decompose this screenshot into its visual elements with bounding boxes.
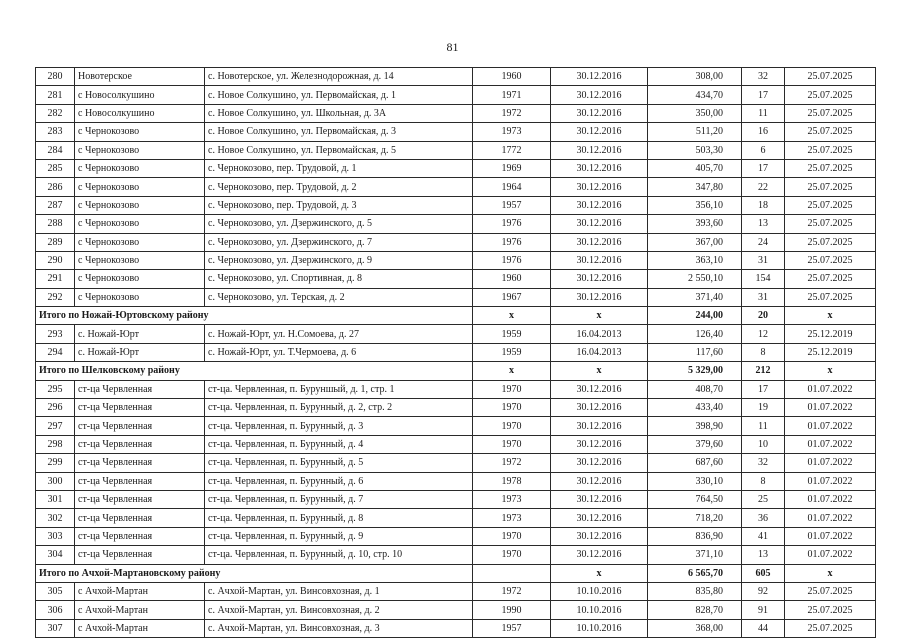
date-cell: 30.12.2016 — [551, 490, 648, 508]
deadline-cell: 01.07.2022 — [785, 509, 876, 527]
row-number-cell: 297 — [36, 417, 75, 435]
date-cell: 30.12.2016 — [551, 270, 648, 288]
total-year-cell: x — [473, 307, 551, 325]
total-deadline-cell: x — [785, 307, 876, 325]
year-cell: 1959 — [473, 343, 551, 361]
settlement-cell: ст-ца Червленная — [75, 435, 205, 453]
date-cell: 30.12.2016 — [551, 435, 648, 453]
date-cell: 30.12.2016 — [551, 546, 648, 564]
residents-count-cell: 17 — [742, 380, 785, 398]
residents-count-cell: 13 — [742, 215, 785, 233]
row-number-cell: 300 — [36, 472, 75, 490]
deadline-cell: 25.07.2025 — [785, 68, 876, 86]
total-area-cell: 5 329,00 — [648, 362, 742, 380]
settlement-cell: Новотерское — [75, 68, 205, 86]
settlement-cell: ст-ца Червленная — [75, 509, 205, 527]
date-cell: 30.12.2016 — [551, 86, 648, 104]
address-cell: ст-ца. Червленная, п. Бурунный, д. 7 — [205, 490, 473, 508]
area-cell: 835,80 — [648, 582, 742, 600]
table-row — [36, 527, 876, 545]
area-cell: 434,70 — [648, 86, 742, 104]
registry-table — [35, 67, 876, 638]
date-cell: 30.12.2016 — [551, 196, 648, 214]
row-number-cell: 288 — [36, 215, 75, 233]
row-number-cell: 281 — [36, 86, 75, 104]
total-deadline-cell: x — [785, 362, 876, 380]
residents-count-cell: 6 — [742, 141, 785, 159]
address-cell: с. Новое Солкушино, ул. Первомайская, д. 1 — [205, 86, 473, 104]
address-cell: с. Ножай-Юрт, ул. Н.Сомоева, д. 27 — [205, 325, 473, 343]
deadline-cell: 25.07.2025 — [785, 159, 876, 177]
residents-count-cell: 22 — [742, 178, 785, 196]
deadline-cell: 01.07.2022 — [785, 454, 876, 472]
row-number-cell: 287 — [36, 196, 75, 214]
year-cell: 1990 — [473, 601, 551, 619]
deadline-cell: 01.07.2022 — [785, 546, 876, 564]
area-cell: 117,60 — [648, 343, 742, 361]
year-cell: 1970 — [473, 435, 551, 453]
year-cell: 1970 — [473, 546, 551, 564]
year-cell: 1973 — [473, 123, 551, 141]
settlement-cell: с Чернокозово — [75, 215, 205, 233]
row-number-cell: 294 — [36, 343, 75, 361]
row-number-cell: 289 — [36, 233, 75, 251]
area-cell: 330,10 — [648, 472, 742, 490]
date-cell: 10.10.2016 — [551, 582, 648, 600]
year-cell: 1972 — [473, 582, 551, 600]
area-cell: 371,10 — [648, 546, 742, 564]
table-row — [36, 270, 876, 288]
table-row — [36, 68, 876, 86]
year-cell: 1969 — [473, 159, 551, 177]
deadline-cell: 25.07.2025 — [785, 601, 876, 619]
deadline-cell: 25.07.2025 — [785, 288, 876, 306]
row-number-cell: 299 — [36, 454, 75, 472]
row-number-cell: 283 — [36, 123, 75, 141]
date-cell: 30.12.2016 — [551, 159, 648, 177]
deadline-cell: 25.07.2025 — [785, 270, 876, 288]
table-row — [36, 251, 876, 269]
area-cell: 511,20 — [648, 123, 742, 141]
table-row — [36, 582, 876, 600]
address-cell: с. Чернокозово, ул. Дзержинского, д. 5 — [205, 215, 473, 233]
total-date-cell: x — [551, 362, 648, 380]
year-cell: 1957 — [473, 619, 551, 637]
date-cell: 30.12.2016 — [551, 178, 648, 196]
year-cell: 1960 — [473, 68, 551, 86]
residents-count-cell: 17 — [742, 159, 785, 177]
row-number-cell: 301 — [36, 490, 75, 508]
date-cell: 30.12.2016 — [551, 527, 648, 545]
table-row — [36, 159, 876, 177]
page-number: 81 — [446, 40, 459, 54]
row-number-cell: 307 — [36, 619, 75, 637]
registry-rows — [36, 68, 876, 638]
settlement-cell: ст-ца Червленная — [75, 527, 205, 545]
area-cell: 308,00 — [648, 68, 742, 86]
address-cell: с. Чернокозово, пер. Трудовой, д. 3 — [205, 196, 473, 214]
year-cell: 1964 — [473, 178, 551, 196]
deadline-cell: 25.07.2025 — [785, 86, 876, 104]
deadline-cell: 01.07.2022 — [785, 472, 876, 490]
settlement-cell: ст-ца Червленная — [75, 399, 205, 417]
address-cell: с. Ачхой-Мартан, ул. Винсовхозная, д. 2 — [205, 601, 473, 619]
table-row — [36, 435, 876, 453]
district-total-row — [36, 362, 876, 380]
area-cell: 379,60 — [648, 435, 742, 453]
settlement-cell: с Новосолкушино — [75, 104, 205, 122]
year-cell: 1959 — [473, 325, 551, 343]
settlement-cell: ст-ца Червленная — [75, 490, 205, 508]
year-cell: 1976 — [473, 215, 551, 233]
residents-count-cell: 154 — [742, 270, 785, 288]
year-cell: 1976 — [473, 233, 551, 251]
date-cell: 30.12.2016 — [551, 472, 648, 490]
residents-count-cell: 32 — [742, 68, 785, 86]
table-row — [36, 417, 876, 435]
row-number-cell: 291 — [36, 270, 75, 288]
residents-count-cell: 36 — [742, 509, 785, 527]
deadline-cell: 25.07.2025 — [785, 619, 876, 637]
year-cell: 1970 — [473, 399, 551, 417]
deadline-cell: 01.07.2022 — [785, 527, 876, 545]
residents-count-cell: 11 — [742, 417, 785, 435]
table-row — [36, 141, 876, 159]
address-cell: с. Новое Солкушино, ул. Первомайская, д. 5 — [205, 141, 473, 159]
address-cell: с. Чернокозово, ул. Дзержинского, д. 7 — [205, 233, 473, 251]
address-cell: с. Новотерское, ул. Железнодорожная, д. 14 — [205, 68, 473, 86]
date-cell: 30.12.2016 — [551, 141, 648, 159]
area-cell: 350,00 — [648, 104, 742, 122]
settlement-cell: ст-ца Червленная — [75, 380, 205, 398]
area-cell: 2 550,10 — [648, 270, 742, 288]
deadline-cell: 25.07.2025 — [785, 251, 876, 269]
address-cell: с. Чернокозово, пер. Трудовой, д. 2 — [205, 178, 473, 196]
address-cell: с. Чернокозово, пер. Трудовой, д. 1 — [205, 159, 473, 177]
total-date-cell: x — [551, 564, 648, 582]
residents-count-cell: 18 — [742, 196, 785, 214]
settlement-cell: с Ачхой-Мартан — [75, 601, 205, 619]
table-row — [36, 104, 876, 122]
residents-count-cell: 92 — [742, 582, 785, 600]
deadline-cell: 25.07.2025 — [785, 104, 876, 122]
residents-count-cell: 12 — [742, 325, 785, 343]
address-cell: с. Чернокозово, ул. Спортивная, д. 8 — [205, 270, 473, 288]
address-cell: ст-ца. Червленная, п. Бурунный, д. 5 — [205, 454, 473, 472]
date-cell: 30.12.2016 — [551, 288, 648, 306]
deadline-cell: 25.07.2025 — [785, 215, 876, 233]
total-date-cell: x — [551, 307, 648, 325]
residents-count-cell: 31 — [742, 251, 785, 269]
row-number-cell: 292 — [36, 288, 75, 306]
deadline-cell: 01.07.2022 — [785, 490, 876, 508]
address-cell: ст-ца. Червленная, п. Бурунный, д. 10, стр. 10 — [205, 546, 473, 564]
table-row — [36, 123, 876, 141]
date-cell: 30.12.2016 — [551, 251, 648, 269]
settlement-cell: ст-ца Червленная — [75, 472, 205, 490]
area-cell: 356,10 — [648, 196, 742, 214]
year-cell: 1971 — [473, 86, 551, 104]
date-cell: 30.12.2016 — [551, 233, 648, 251]
row-number-cell: 302 — [36, 509, 75, 527]
settlement-cell: с Чернокозово — [75, 196, 205, 214]
area-cell: 347,80 — [648, 178, 742, 196]
residents-count-cell: 16 — [742, 123, 785, 141]
year-cell: 1976 — [473, 251, 551, 269]
year-cell: 1967 — [473, 288, 551, 306]
area-cell: 363,10 — [648, 251, 742, 269]
address-cell: ст-ца. Червленная, п. Бурунный, д. 3 — [205, 417, 473, 435]
deadline-cell: 01.07.2022 — [785, 380, 876, 398]
table-row — [36, 343, 876, 361]
total-count-cell: 212 — [742, 362, 785, 380]
year-cell: 1972 — [473, 454, 551, 472]
table-row — [36, 546, 876, 564]
date-cell: 30.12.2016 — [551, 215, 648, 233]
table-row — [36, 619, 876, 637]
row-number-cell: 298 — [36, 435, 75, 453]
row-number-cell: 282 — [36, 104, 75, 122]
deadline-cell: 25.12.2019 — [785, 325, 876, 343]
total-label: Итого по Шелковскому району — [36, 362, 473, 380]
table-row — [36, 380, 876, 398]
settlement-cell: с Чернокозово — [75, 288, 205, 306]
row-number-cell: 293 — [36, 325, 75, 343]
row-number-cell: 295 — [36, 380, 75, 398]
settlement-cell: с. Ножай-Юрт — [75, 325, 205, 343]
date-cell: 30.12.2016 — [551, 380, 648, 398]
address-cell: ст-ца. Червленная, п. Буруншый, д. 1, стр. 1 — [205, 380, 473, 398]
table-row — [36, 399, 876, 417]
residents-count-cell: 13 — [742, 546, 785, 564]
deadline-cell: 01.07.2022 — [785, 435, 876, 453]
residents-count-cell: 91 — [742, 601, 785, 619]
area-cell: 371,40 — [648, 288, 742, 306]
address-cell: с. Ачхой-Мартан, ул. Винсовхозная, д. 1 — [205, 582, 473, 600]
deadline-cell: 25.12.2019 — [785, 343, 876, 361]
address-cell: ст-ца. Червленная, п. Бурунный, д. 4 — [205, 435, 473, 453]
row-number-cell: 284 — [36, 141, 75, 159]
deadline-cell: 25.07.2025 — [785, 582, 876, 600]
row-number-cell: 303 — [36, 527, 75, 545]
total-count-cell: 605 — [742, 564, 785, 582]
area-cell: 764,50 — [648, 490, 742, 508]
address-cell: с. Чернокозово, ул. Дзержинского, д. 9 — [205, 251, 473, 269]
date-cell: 16.04.2013 — [551, 325, 648, 343]
date-cell: 30.12.2016 — [551, 399, 648, 417]
settlement-cell: с Ачхой-Мартан — [75, 582, 205, 600]
address-cell: ст-ца. Червленная, п. Бурунный, д. 2, стр. 2 — [205, 399, 473, 417]
date-cell: 30.12.2016 — [551, 123, 648, 141]
total-label: Итого по Ножай-Юртовскому району — [36, 307, 473, 325]
row-number-cell: 306 — [36, 601, 75, 619]
table-row — [36, 288, 876, 306]
settlement-cell: с Ачхой-Мартан — [75, 619, 205, 637]
settlement-cell: с Чернокозово — [75, 178, 205, 196]
year-cell: 1957 — [473, 196, 551, 214]
area-cell: 503,30 — [648, 141, 742, 159]
table-row — [36, 472, 876, 490]
residents-count-cell: 19 — [742, 399, 785, 417]
residents-count-cell: 8 — [742, 472, 785, 490]
row-number-cell: 285 — [36, 159, 75, 177]
deadline-cell: 25.07.2025 — [785, 123, 876, 141]
table-row — [36, 490, 876, 508]
residents-count-cell: 41 — [742, 527, 785, 545]
table-row — [36, 325, 876, 343]
area-cell: 828,70 — [648, 601, 742, 619]
table-row — [36, 196, 876, 214]
settlement-cell: ст-ца Червленная — [75, 417, 205, 435]
table-row — [36, 454, 876, 472]
row-number-cell: 296 — [36, 399, 75, 417]
residents-count-cell: 25 — [742, 490, 785, 508]
residents-count-cell: 10 — [742, 435, 785, 453]
settlement-cell: с. Ножай-Юрт — [75, 343, 205, 361]
date-cell: 10.10.2016 — [551, 619, 648, 637]
area-cell: 408,70 — [648, 380, 742, 398]
settlement-cell: с Новосолкушино — [75, 86, 205, 104]
area-cell: 398,90 — [648, 417, 742, 435]
settlement-cell: с Чернокозово — [75, 270, 205, 288]
date-cell: 30.12.2016 — [551, 509, 648, 527]
year-cell: 1772 — [473, 141, 551, 159]
area-cell: 368,00 — [648, 619, 742, 637]
residents-count-cell: 8 — [742, 343, 785, 361]
area-cell: 718,20 — [648, 509, 742, 527]
year-cell: 1973 — [473, 509, 551, 527]
date-cell: 30.12.2016 — [551, 417, 648, 435]
address-cell: ст-ца. Червленная, п. Бурунный, д. 8 — [205, 509, 473, 527]
address-cell: ст-ца. Червленная, п. Бурунный, д. 9 — [205, 527, 473, 545]
settlement-cell: с Чернокозово — [75, 251, 205, 269]
deadline-cell: 25.07.2025 — [785, 233, 876, 251]
area-cell: 433,40 — [648, 399, 742, 417]
residents-count-cell: 17 — [742, 86, 785, 104]
address-cell: с. Новое Солкушино, ул. Школьная, д. 3А — [205, 104, 473, 122]
address-cell: с. Ножай-Юрт, ул. Т.Чермоева, д. 6 — [205, 343, 473, 361]
date-cell: 10.10.2016 — [551, 601, 648, 619]
district-total-row — [36, 307, 876, 325]
table-row — [36, 233, 876, 251]
total-year-cell: x — [473, 362, 551, 380]
settlement-cell: ст-ца Червленная — [75, 546, 205, 564]
settlement-cell: ст-ца Червленная — [75, 454, 205, 472]
settlement-cell: с Чернокозово — [75, 159, 205, 177]
area-cell: 126,40 — [648, 325, 742, 343]
year-cell: 1970 — [473, 417, 551, 435]
row-number-cell: 304 — [36, 546, 75, 564]
row-number-cell: 280 — [36, 68, 75, 86]
row-number-cell: 305 — [36, 582, 75, 600]
area-cell: 405,70 — [648, 159, 742, 177]
table-row — [36, 178, 876, 196]
year-cell: 1970 — [473, 527, 551, 545]
table-row — [36, 509, 876, 527]
address-cell: с. Ачхой-Мартан, ул. Винсовхозная, д. 3 — [205, 619, 473, 637]
year-cell: 1970 — [473, 380, 551, 398]
date-cell: 30.12.2016 — [551, 104, 648, 122]
deadline-cell: 01.07.2022 — [785, 417, 876, 435]
year-cell: 1972 — [473, 104, 551, 122]
total-area-cell: 6 565,70 — [648, 564, 742, 582]
address-cell: с. Чернокозово, ул. Терская, д. 2 — [205, 288, 473, 306]
settlement-cell: с Чернокозово — [75, 141, 205, 159]
deadline-cell: 25.07.2025 — [785, 178, 876, 196]
deadline-cell: 01.07.2022 — [785, 399, 876, 417]
address-cell: с. Новое Солкушино, ул. Первомайская, д. 3 — [205, 123, 473, 141]
total-deadline-cell: x — [785, 564, 876, 582]
year-cell: 1960 — [473, 270, 551, 288]
residents-count-cell: 44 — [742, 619, 785, 637]
table-row — [36, 215, 876, 233]
settlement-cell: с Чернокозово — [75, 123, 205, 141]
area-cell: 836,90 — [648, 527, 742, 545]
area-cell: 367,00 — [648, 233, 742, 251]
total-count-cell: 20 — [742, 307, 785, 325]
deadline-cell: 25.07.2025 — [785, 196, 876, 214]
total-area-cell: 244,00 — [648, 307, 742, 325]
total-year-cell — [473, 564, 551, 582]
date-cell: 16.04.2013 — [551, 343, 648, 361]
row-number-cell: 290 — [36, 251, 75, 269]
row-number-cell: 286 — [36, 178, 75, 196]
table-row — [36, 601, 876, 619]
date-cell: 30.12.2016 — [551, 454, 648, 472]
residents-count-cell: 32 — [742, 454, 785, 472]
settlement-cell: с Чернокозово — [75, 233, 205, 251]
date-cell: 30.12.2016 — [551, 68, 648, 86]
area-cell: 393,60 — [648, 215, 742, 233]
residents-count-cell: 24 — [742, 233, 785, 251]
residents-count-cell: 11 — [742, 104, 785, 122]
year-cell: 1973 — [473, 490, 551, 508]
deadline-cell: 25.07.2025 — [785, 141, 876, 159]
table-row — [36, 86, 876, 104]
year-cell: 1978 — [473, 472, 551, 490]
residents-count-cell: 31 — [742, 288, 785, 306]
address-cell: ст-ца. Червленная, п. Бурунный, д. 6 — [205, 472, 473, 490]
district-total-row — [36, 564, 876, 582]
total-label: Итого по Ачхой-Мартановскому району — [36, 564, 473, 582]
area-cell: 687,60 — [648, 454, 742, 472]
